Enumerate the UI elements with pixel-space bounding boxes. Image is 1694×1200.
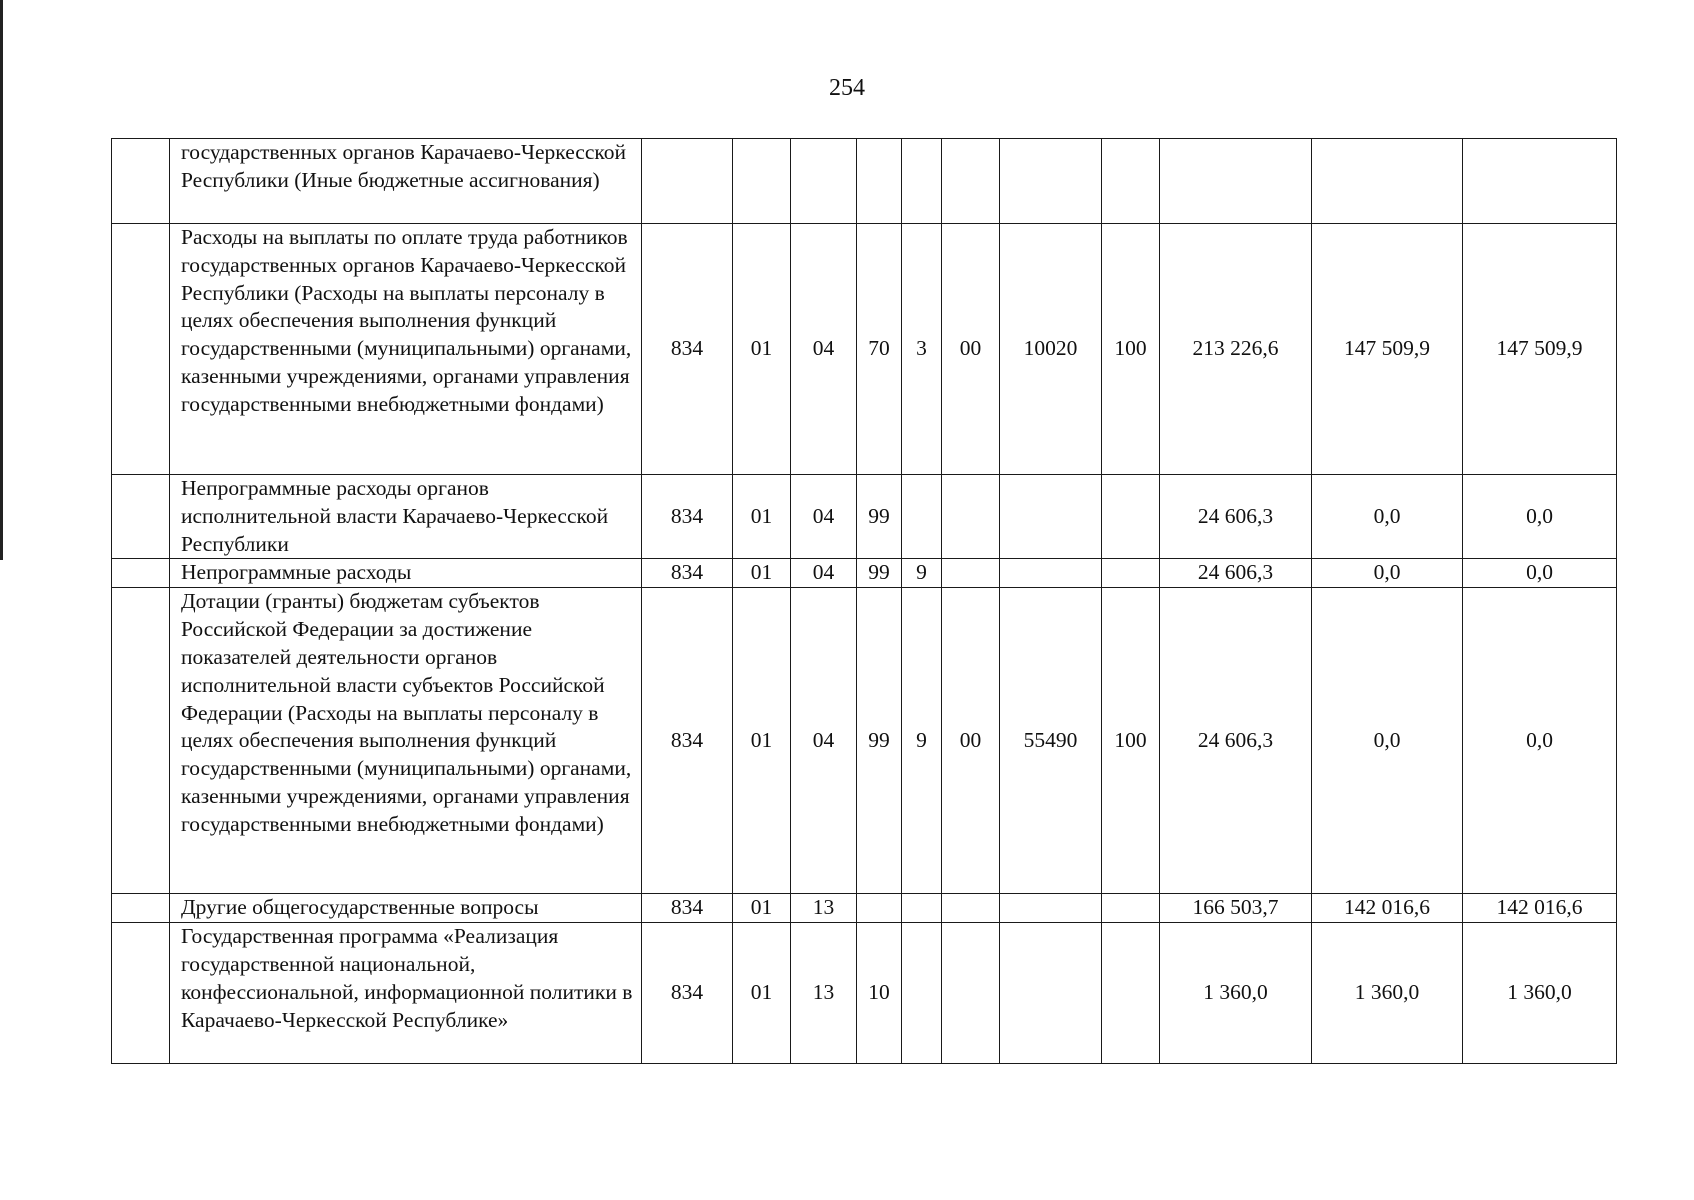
row-index-cell (112, 559, 170, 588)
expense-type-cell (1102, 559, 1160, 588)
target-article-event-cell (942, 894, 1000, 923)
amount-year3-cell: 0,0 (1463, 475, 1617, 559)
expense-name-cell: Другие общегосударственные вопросы (170, 894, 642, 923)
amount-year2-cell: 0,0 (1312, 588, 1463, 894)
ministry-code-cell (642, 139, 733, 224)
amount-year2-cell: 0,0 (1312, 559, 1463, 588)
target-article-direction-cell: 55490 (1000, 588, 1102, 894)
amount-year1-cell: 24 606,3 (1160, 559, 1312, 588)
row-index-cell (112, 923, 170, 1064)
target-article-event-cell: 00 (942, 588, 1000, 894)
amount-year3-cell: 0,0 (1463, 588, 1617, 894)
subsection-code-cell: 13 (791, 894, 857, 923)
target-article-event-cell (942, 139, 1000, 224)
expense-type-cell (1102, 923, 1160, 1064)
target-article-program-cell: 70 (857, 224, 902, 475)
section-code-cell (733, 139, 791, 224)
budget-table (111, 138, 1617, 1064)
row-index-cell (112, 588, 170, 894)
expense-type-cell: 100 (1102, 588, 1160, 894)
target-article-subprogram-cell (902, 139, 942, 224)
target-article-subprogram-cell (902, 475, 942, 559)
row-index-cell (112, 894, 170, 923)
subsection-code-cell: 04 (791, 559, 857, 588)
target-article-direction-cell (1000, 475, 1102, 559)
amount-year2-cell: 142 016,6 (1312, 894, 1463, 923)
ministry-code-cell: 834 (642, 923, 733, 1064)
amount-year2-cell: 1 360,0 (1312, 923, 1463, 1064)
expense-name-cell: Непрограммные расходы органов исполнительной власти Карачаево-Черкесской Республики (170, 475, 642, 559)
ministry-code-cell: 834 (642, 475, 733, 559)
amount-year1-cell: 166 503,7 (1160, 894, 1312, 923)
amount-year3-cell: 0,0 (1463, 559, 1617, 588)
section-code-cell: 01 (733, 475, 791, 559)
amount-year1-cell: 24 606,3 (1160, 588, 1312, 894)
target-article-program-cell: 99 (857, 475, 902, 559)
target-article-event-cell (942, 559, 1000, 588)
ministry-code-cell: 834 (642, 559, 733, 588)
target-article-program-cell (857, 894, 902, 923)
amount-year3-cell: 1 360,0 (1463, 923, 1617, 1064)
table-row (112, 588, 1617, 894)
subsection-code-cell (791, 139, 857, 224)
target-article-event-cell (942, 923, 1000, 1064)
table-row (112, 894, 1617, 923)
target-article-program-cell: 99 (857, 559, 902, 588)
target-article-direction-cell (1000, 894, 1102, 923)
table-row (112, 139, 1617, 224)
target-article-subprogram-cell (902, 894, 942, 923)
target-article-event-cell: 00 (942, 224, 1000, 475)
row-index-cell (112, 224, 170, 475)
expense-name-cell: Дотации (гранты) бюджетам субъектов Российской Федерации за достижение показателей деятельности органов исполнительной власти субъектов Российской Федерации (Расходы на выплаты персоналу в целях обеспечения выполнения функций государственными (муниципальными) органами, казенными учреждениями, органами управления государственными внебюджетными фондами) (170, 588, 642, 894)
target-article-subprogram-cell (902, 923, 942, 1064)
page-number: 254 (829, 75, 865, 101)
amount-year1-cell: 1 360,0 (1160, 923, 1312, 1064)
table-row (112, 923, 1617, 1064)
amount-year3-cell: 142 016,6 (1463, 894, 1617, 923)
ministry-code-cell: 834 (642, 894, 733, 923)
amount-year2-cell (1312, 139, 1463, 224)
section-code-cell: 01 (733, 923, 791, 1064)
subsection-code-cell: 13 (791, 923, 857, 1064)
section-code-cell: 01 (733, 588, 791, 894)
amount-year1-cell: 213 226,6 (1160, 224, 1312, 475)
table-row (112, 475, 1617, 559)
amount-year1-cell (1160, 139, 1312, 224)
target-article-program-cell: 99 (857, 588, 902, 894)
amount-year3-cell (1463, 139, 1617, 224)
target-article-subprogram-cell: 9 (902, 559, 942, 588)
expense-name-cell: Государственная программа «Реализация государственной национальной, конфессиональной, информационной политики в Карачаево-Черкесской Республике» (170, 923, 642, 1064)
expense-type-cell (1102, 894, 1160, 923)
target-article-program-cell (857, 139, 902, 224)
amount-year1-cell: 24 606,3 (1160, 475, 1312, 559)
ministry-code-cell: 834 (642, 224, 733, 475)
expense-name-cell: Расходы на выплаты по оплате труда работников государственных органов Карачаево-Черкесской Республики (Расходы на выплаты персоналу в целях обеспечения выполнения функций государственными (муниципальными) органами, казенными учреждениями, органами управления государственными внебюджетными фондами) (170, 224, 642, 475)
target-article-direction-cell (1000, 559, 1102, 588)
subsection-code-cell: 04 (791, 224, 857, 475)
section-code-cell: 01 (733, 559, 791, 588)
expense-name-cell: государственных органов Карачаево-Черкесской Республики (Иные бюджетные ассигнования) (170, 139, 642, 224)
table-row (112, 224, 1617, 475)
ministry-code-cell: 834 (642, 588, 733, 894)
target-article-subprogram-cell: 9 (902, 588, 942, 894)
expense-type-cell (1102, 139, 1160, 224)
amount-year3-cell: 147 509,9 (1463, 224, 1617, 475)
target-article-event-cell (942, 475, 1000, 559)
row-index-cell (112, 475, 170, 559)
expense-type-cell: 100 (1102, 224, 1160, 475)
target-article-program-cell: 10 (857, 923, 902, 1064)
target-article-direction-cell (1000, 139, 1102, 224)
target-article-direction-cell: 10020 (1000, 224, 1102, 475)
expense-type-cell (1102, 475, 1160, 559)
subsection-code-cell: 04 (791, 588, 857, 894)
section-code-cell: 01 (733, 894, 791, 923)
amount-year2-cell: 0,0 (1312, 475, 1463, 559)
table-row (112, 559, 1617, 588)
target-article-subprogram-cell: 3 (902, 224, 942, 475)
section-code-cell: 01 (733, 224, 791, 475)
target-article-direction-cell (1000, 923, 1102, 1064)
subsection-code-cell: 04 (791, 475, 857, 559)
expense-name-cell: Непрограммные расходы (170, 559, 642, 588)
amount-year2-cell: 147 509,9 (1312, 224, 1463, 475)
row-index-cell (112, 139, 170, 224)
